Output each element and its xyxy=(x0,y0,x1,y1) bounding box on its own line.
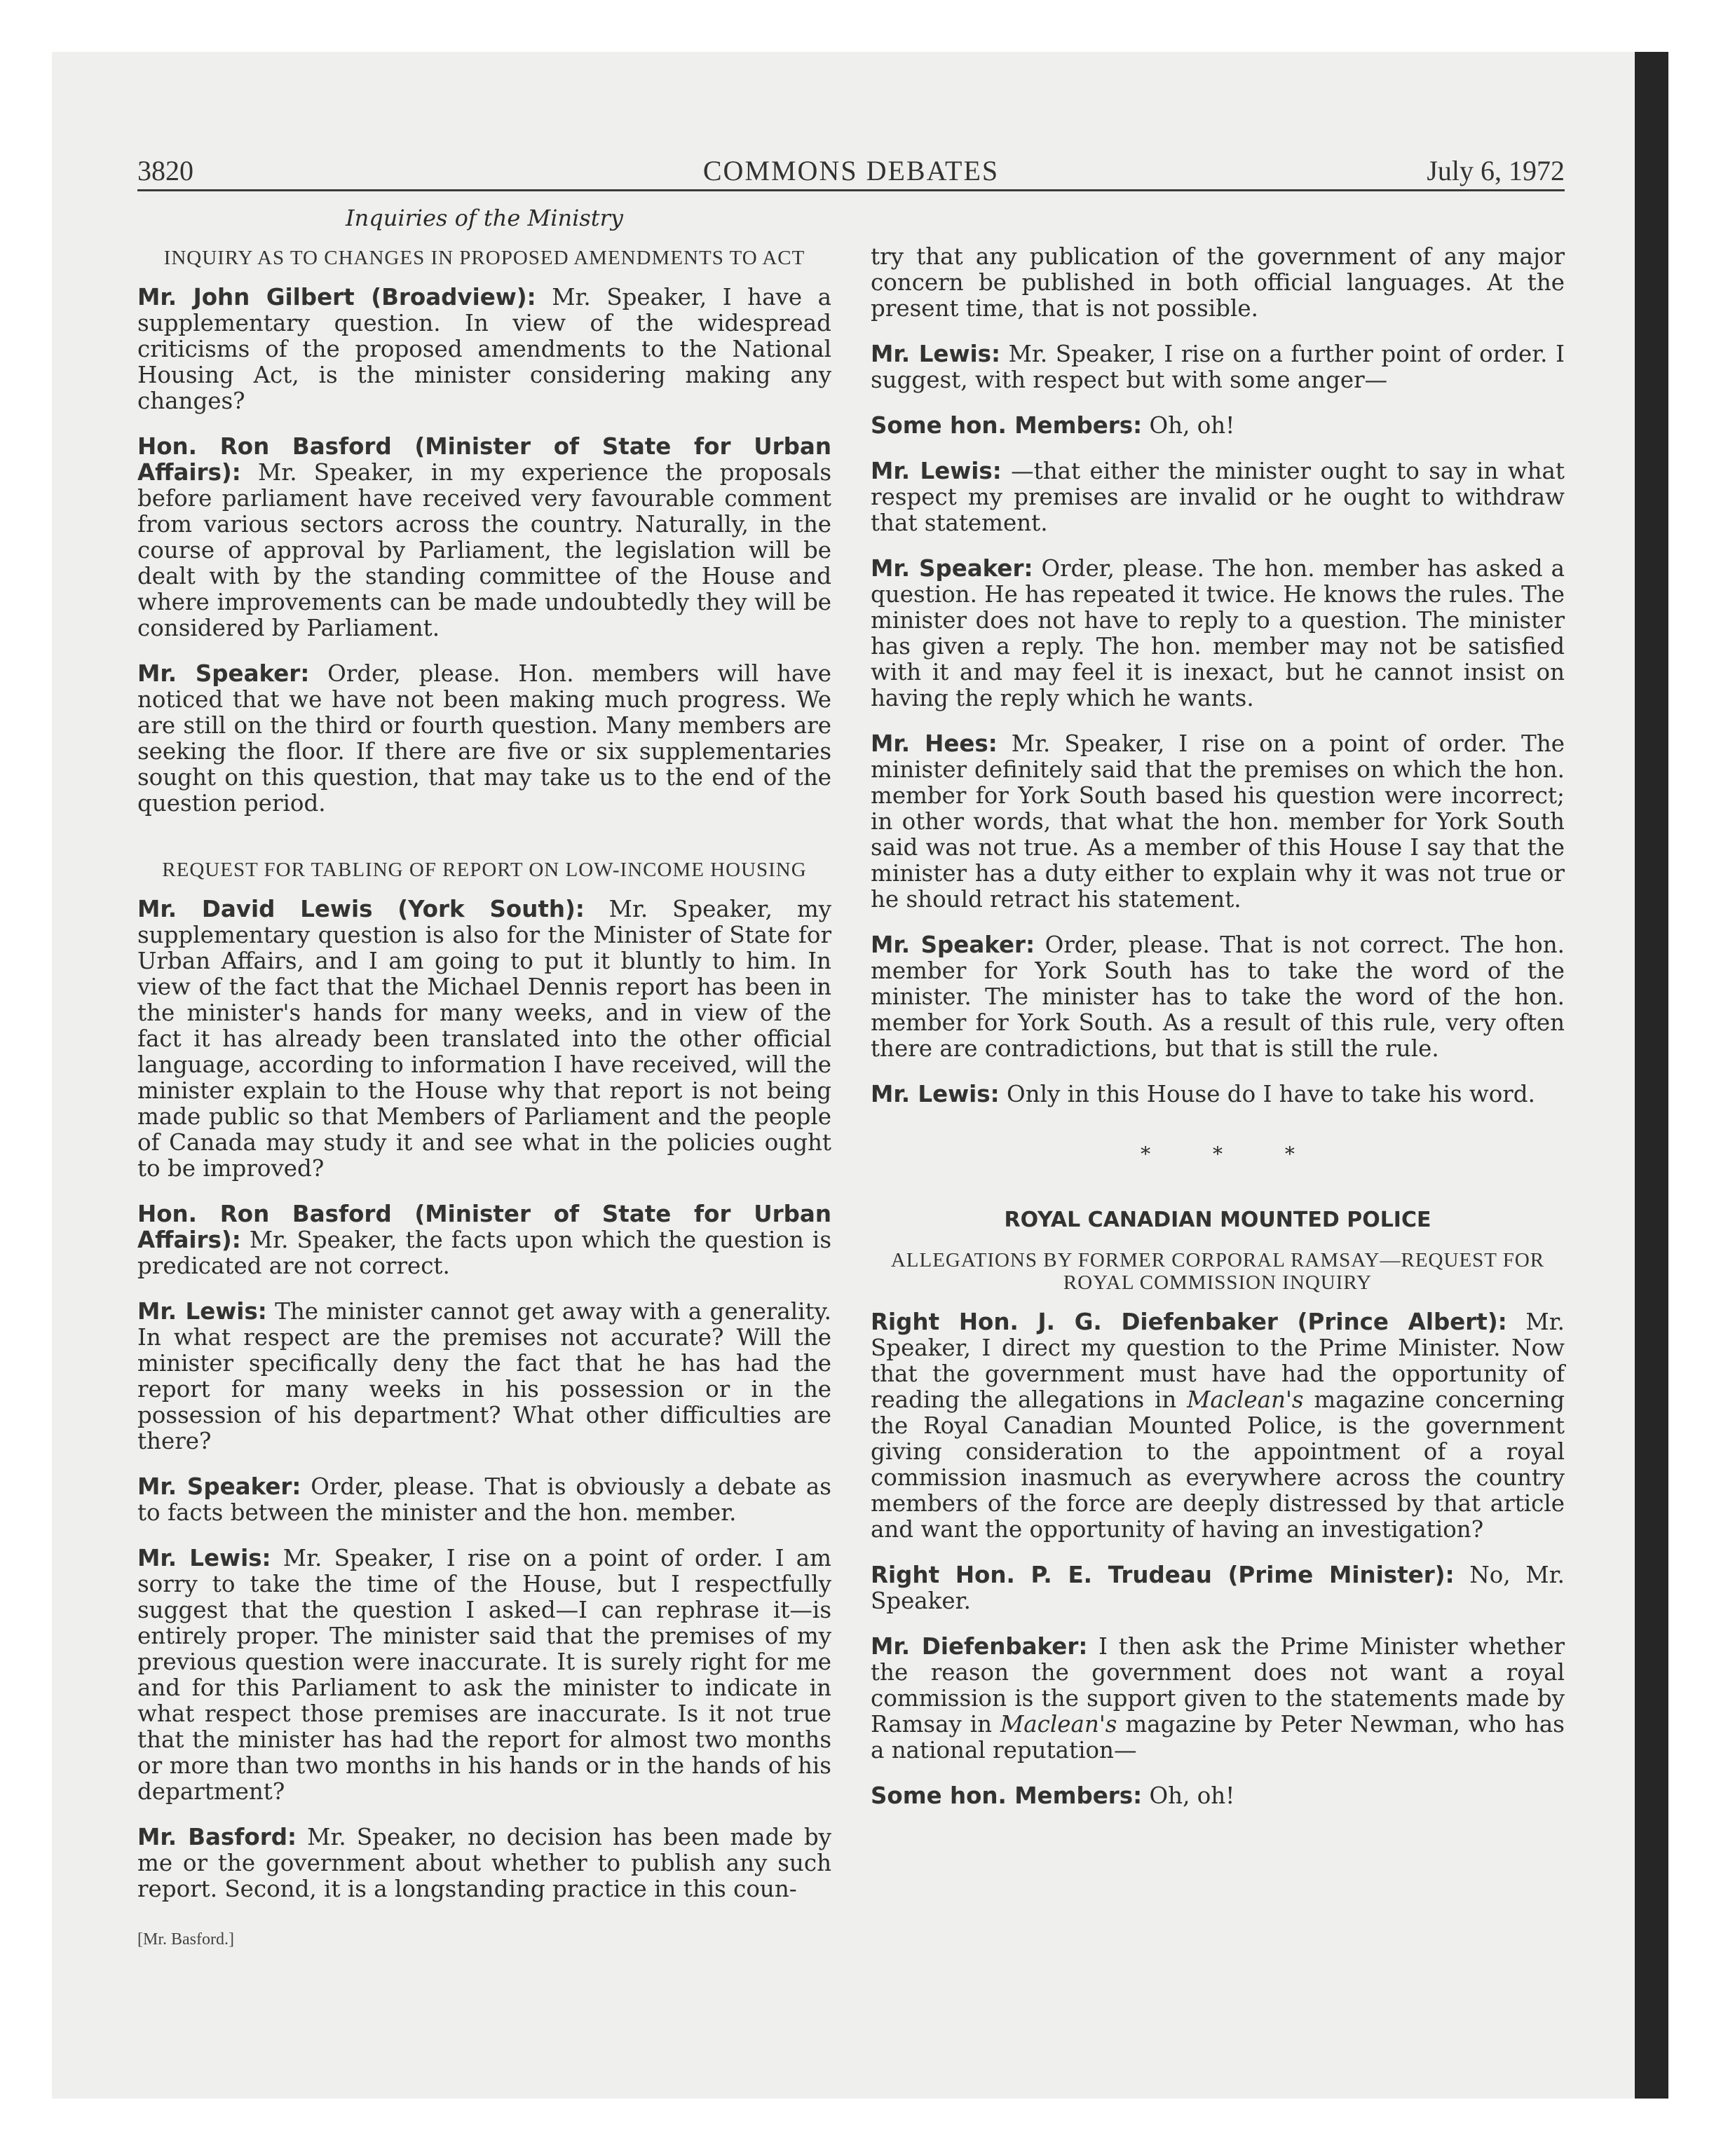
left-column xyxy=(137,205,831,1949)
request-heading: REQUEST FOR TABLING OF REPORT ON LOW-INCOME HOUSING xyxy=(162,859,807,881)
speech-text: Mr. Speaker, I rise on a further point of order. I suggest, with respect but with some anger— xyxy=(871,341,1565,393)
speaker-name: Mr. Hees: xyxy=(871,730,998,757)
speech-paragraph xyxy=(871,1634,1565,1763)
speaker-name: Mr. Speaker: xyxy=(137,1473,301,1500)
speech-text: Order, please. Hon. members will have noticed that we have not been making much progress. We are still on the third or fourth question. Many members are seeking the floor. If there are five or six supplementaries sought on this question, that may take us to the end of the question period. xyxy=(137,660,831,817)
publication-title: COMMONS DEBATES xyxy=(702,155,1000,186)
speech-text: Only in this House do I have to take his word. xyxy=(999,1081,1535,1107)
speaker-name: Mr. David Lewis (York South): xyxy=(137,896,585,922)
speaker-name: Mr. Lewis: xyxy=(137,1298,267,1325)
speech-text: Oh, oh! xyxy=(1142,1782,1235,1809)
speech-text: I then ask the Prime Minister whether the reason the government does not want a royal commission is the support given to the statements made by Ramsay in xyxy=(871,1633,1565,1738)
speaker-name: Mr. Diefenbaker: xyxy=(871,1633,1088,1660)
speech-paragraph xyxy=(871,458,1565,536)
speech-text: Mr. Speaker, I rise on a point of order. I am sorry to take the time of the House, but I respectfully suggest that the question I asked—I can rephrase it—is entirely proper. The minister said that the premises of my previous question were inaccurate. It is surely right for me and for this Parliament to ask the minister to indicate in what respect those premises are inaccurate. Is it not true that the minister has had the report for almost two months or more than two months in his hands or in the hands of his department? xyxy=(137,1545,831,1805)
speaker-name: Mr. Speaker: xyxy=(871,555,1033,582)
speech-paragraph xyxy=(871,1309,1565,1543)
speaker-name: Right Hon. P. E. Trudeau (Prime Minister): xyxy=(871,1562,1455,1588)
speaker-name: Right Hon. J. G. Diefenbaker (Prince Albert): xyxy=(871,1309,1507,1335)
speech-paragraph xyxy=(137,285,831,414)
inquiry-heading: INQUIRY AS TO CHANGES IN PROPOSED AMENDMENTS TO ACT xyxy=(163,247,805,269)
speech-text: try that any publication of the government of any major concern be published in both official languages. At the present time, that is not possible. xyxy=(871,243,1565,322)
speech-paragraph xyxy=(137,896,831,1182)
speech-text: Order, please. That is obviously a debate as to facts between the minister and the hon. member. xyxy=(137,1473,831,1526)
magazine-title: Maclean's xyxy=(1187,1386,1304,1413)
speech-text: Mr. Speaker, I have a supplementary question. In view of the widespread criticisms of the proposed amendments to the National Housing Act, is the minister considering making any changes? xyxy=(137,284,831,414)
speech-paragraph xyxy=(871,341,1565,393)
speech-paragraph xyxy=(137,1201,831,1279)
speaker-name: Some hon. Members: xyxy=(871,412,1143,439)
speaker-name: Hon. Ron Basford (Minister of State for Urban Affairs): xyxy=(137,433,831,486)
publication-date: July 6, 1972 xyxy=(1427,155,1565,186)
speech-paragraph xyxy=(871,556,1565,711)
magazine-title: Maclean's xyxy=(1000,1711,1117,1738)
section-separator: * * * xyxy=(1141,1142,1323,1166)
speaker-name: Mr. Lewis: xyxy=(137,1545,271,1571)
speech-text: Mr. Speaker, no decision has been made by me or the government about whether to publish any such report. Second, it is a longstanding practice in this coun- xyxy=(137,1824,831,1902)
speech-paragraph xyxy=(871,1562,1565,1614)
speaker-name: Some hon. Members: xyxy=(871,1782,1143,1809)
speech-text: —that either the minister ought to say in what respect my premises are invalid or he ought to withdraw that statement. xyxy=(871,458,1565,536)
speaker-name: Mr. John Gilbert (Broadview): xyxy=(137,284,536,311)
speech-paragraph xyxy=(871,1082,1565,1107)
section-label: Inquiries of the Ministry xyxy=(346,205,623,231)
speaker-name: Mr. Lewis: xyxy=(871,341,1000,367)
speech-text: Mr. Speaker, in my experience the proposals before parliament have received very favourable comment from various sectors across the country. Naturally, in the course of approval by Parliament, the legislation will be dealt with by the standing committee of the House and where improvements can be made undoubtedly they will be considered by Parliament. xyxy=(137,459,831,641)
speech-paragraph xyxy=(871,1783,1565,1809)
speech-paragraph xyxy=(137,1474,831,1526)
speaker-name: Mr. Lewis: xyxy=(871,458,1002,484)
speech-text: No, Mr. Speaker. xyxy=(871,1562,1565,1614)
speech-paragraph xyxy=(137,1299,831,1454)
speech-paragraph xyxy=(871,731,1565,913)
speech-text: Mr. Speaker, I rise on a point of order. The minister definitely said that the premises on which the hon. member for York South based his question were incorrect; in other words, that what the hon. member for York South said was not true. As a member of this House I say that the minister has a duty either to explain why it was not true or he should retract his statement. xyxy=(871,730,1565,913)
speech-paragraph xyxy=(871,244,1565,322)
speech-text: Oh, oh! xyxy=(1142,412,1235,439)
speech-paragraph xyxy=(137,661,831,817)
page-header xyxy=(137,154,1565,191)
speech-text: Mr. Speaker, I direct my question to the Prime Minister. Now that the government must have had the opportunity of reading the allegations in xyxy=(871,1309,1565,1413)
right-column xyxy=(871,244,1565,1809)
speech-text: Order, please. That is not correct. The hon. member for York South has to take the word of the minister. The minister has to take the word of the hon. member for York South. As a result of this rule, very often there are contradictions, but that is still the rule. xyxy=(871,932,1565,1062)
speech-paragraph xyxy=(871,932,1565,1062)
speech-text: magazine concerning the Royal Canadian Mounted Police, is the government giving consideration to the appointment of a royal commission inasmuch as everywhere across the country members of the force are deeply distressed by that article and want the opportunity of having an investigation? xyxy=(871,1386,1565,1543)
speaker-name: Hon. Ron Basford (Minister of State for Urban Affairs): xyxy=(137,1201,831,1253)
speaker-name: Mr. Basford: xyxy=(137,1824,297,1850)
section-title: ROYAL CANADIAN MOUNTED POLICE xyxy=(1004,1208,1431,1232)
speech-paragraph xyxy=(871,413,1565,439)
speech-paragraph xyxy=(137,1824,831,1902)
speech-text: Order, please. The hon. member has asked a question. He has repeated it twice. He knows the rules. The minister does not have to reply to a question. The minister has given a reply. The hon. member may not be satisfied with it and may feel it is inexact, but he cannot insist on having the reply which he wants. xyxy=(871,555,1565,711)
speech-paragraph xyxy=(137,1546,831,1805)
speech-paragraph xyxy=(137,434,831,641)
speaker-name: Mr. Speaker: xyxy=(871,932,1035,958)
speech-text: magazine by Peter Newman, who has a national reputation— xyxy=(871,1711,1565,1763)
scan-edge-shadow xyxy=(1635,52,1668,2099)
speech-text: Mr. Speaker, the facts upon which the question is predicated are not correct. xyxy=(137,1227,831,1279)
page-number: 3820 xyxy=(137,155,193,186)
speaker-attribution: [Mr. Basford.] xyxy=(137,1930,234,1949)
speech-text: The minister cannot get away with a generality. In what respect are the premises not accurate? Will the minister specifically deny the fact that he has had the report for many weeks in his possession or in the possession of his department? What other difficulties are there? xyxy=(137,1298,831,1454)
speech-text: Mr. Speaker, my supplementary question is also for the Minister of State for Urban Affairs, and I am going to put it bluntly to him. In view of the fact that the Michael Dennis report has been in the minister's hands for many weeks, and in view of the fact it has already been translated into the other official language, according to information I have received, will the minister explain to the House why that report is not being made public so that Members of Parliament and the people of Canada may study it and see what in the policies ought to be improved? xyxy=(137,896,831,1182)
speaker-name: Mr. Lewis: xyxy=(871,1081,1000,1107)
allegations-heading: ALLEGATIONS BY FORMER CORPORAL RAMSAY—REQUEST FOR ROYAL COMMISSION INQUIRY xyxy=(890,1249,1545,1294)
speaker-name: Mr. Speaker: xyxy=(137,660,310,687)
